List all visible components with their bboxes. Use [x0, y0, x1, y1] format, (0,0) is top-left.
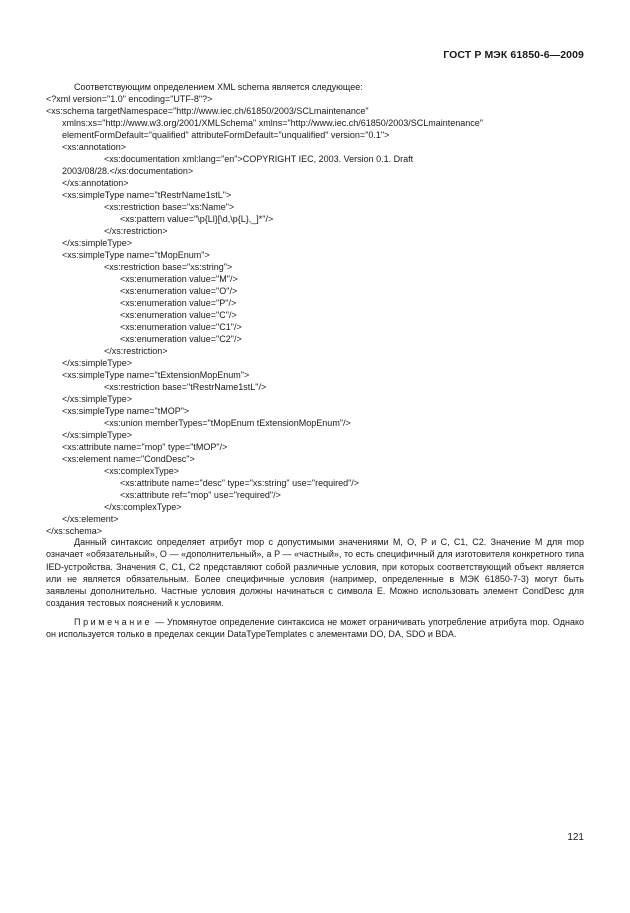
code-line: <xs:annotation>	[62, 142, 127, 152]
code-line: <xs:simpleType name="tExtensionMopEnum">	[62, 370, 250, 380]
paragraph-description: Данный синтаксис определяет атрибут mop с допустимыми значениями M, O, P и C, C1, C2. Значение M для mop означает «обязательный», O — «дополнительный», а P — «частный», то есть специфичный для изготовителя конкретного типа IED-устройства. Значения C, C1, C2 представляют собой различные условия, при которых соответствующий объект является или не является обязательным. Более специфичные условия (например, определенные в МЭК 61850-7-3) могут быть заявлены дополнительно. Частные условия должны начинаться с символа E. Можно использовать элемент CondDesc для создания тестовых пояснений к условиям.	[46, 537, 584, 609]
code-line: </xs:restriction>	[104, 226, 168, 236]
code-line: <xs:element name="CondDesc">	[62, 454, 195, 464]
code-line: <xs:simpleType name="tMOP">	[62, 406, 190, 416]
code-line: <xs:enumeration value="C"/>	[120, 310, 237, 320]
code-line: 2003/08/28.</xs:documentation>	[62, 166, 194, 176]
code-line: <xs:union memberTypes="tMopEnum tExtensionMopEnum"/>	[104, 418, 351, 428]
code-line: <xs:enumeration value="P"/>	[120, 298, 237, 308]
page-header: ГОСТ Р МЭК 61850-6—2009	[443, 49, 584, 61]
note-paragraph	[46, 616, 584, 641]
code-line: xmlns:xs="http://www.w3.org/2001/XMLSchema" xmlns="http://www.iec.ch/61850/2003/SCLmaintenance"	[62, 118, 483, 128]
code-line: </xs:element>	[62, 514, 119, 524]
note-text: — Упомянутое определение синтаксиса не может ограничивать употребление атрибута mop. Однако он используется только в пределах секции DataTypeTemplates с элементами DO, DA, SDO и BDA.	[46, 617, 584, 640]
code-line: </xs:simpleType>	[62, 394, 133, 404]
code-line: <xs:enumeration value="O"/>	[120, 286, 238, 296]
code-line: <xs:enumeration value="M"/>	[120, 274, 238, 284]
code-line: <xs:restriction base="xs:Name">	[104, 202, 235, 212]
code-line: elementFormDefault="qualified" attributeFormDefault="unqualified" version="0.1">	[62, 130, 390, 140]
code-line: <xs:documentation xml:lang="en">COPYRIGHT IEC, 2003. Version 0.1. Draft	[104, 154, 414, 164]
code-line: <xs:attribute name="mop" type="tMOP"/>	[62, 442, 228, 452]
code-line: <xs:complexType>	[104, 466, 180, 476]
code-line: </xs:annotation>	[62, 178, 129, 188]
code-line: <xs:attribute ref="mop" use="required"/>	[120, 490, 281, 500]
code-line: <xs:attribute name="desc" type="xs:string" use="required"/>	[120, 478, 360, 488]
code-line: <xs:pattern value="\p{Ll}[\d,\p{L},_]*"/>	[120, 214, 274, 224]
page-number: 121	[567, 832, 584, 843]
code-line: <xs:restriction base="xs:string">	[104, 262, 233, 272]
code-line: <xs:enumeration value="C1"/>	[120, 322, 242, 332]
code-line: </xs:simpleType>	[62, 358, 133, 368]
code-line: </xs:restriction>	[104, 346, 168, 356]
code-line: <xs:simpleType name="tMopEnum">	[62, 250, 210, 260]
code-line: <xs:schema targetNamespace="http://www.iec.ch/61850/2003/SCLmaintenance"	[46, 106, 369, 116]
code-line: </xs:complexType>	[104, 502, 182, 512]
code-line: <xs:restriction base="tRestrName1stL"/>	[104, 382, 267, 392]
note-label: Примечание	[74, 617, 153, 627]
code-line: <xs:enumeration value="C2"/>	[120, 334, 242, 344]
code-line: <xs:simpleType name="tRestrName1stL">	[62, 190, 232, 200]
code-line: </xs:schema>	[46, 526, 103, 536]
code-line: </xs:simpleType>	[62, 430, 133, 440]
code-line: </xs:simpleType>	[62, 238, 133, 248]
intro-line: Соответствующим определением XML schema является следующее:	[74, 82, 363, 92]
xml-code-block	[46, 93, 586, 537]
code-line: <?xml version="1.0" encoding="UTF-8"?>	[46, 94, 213, 104]
